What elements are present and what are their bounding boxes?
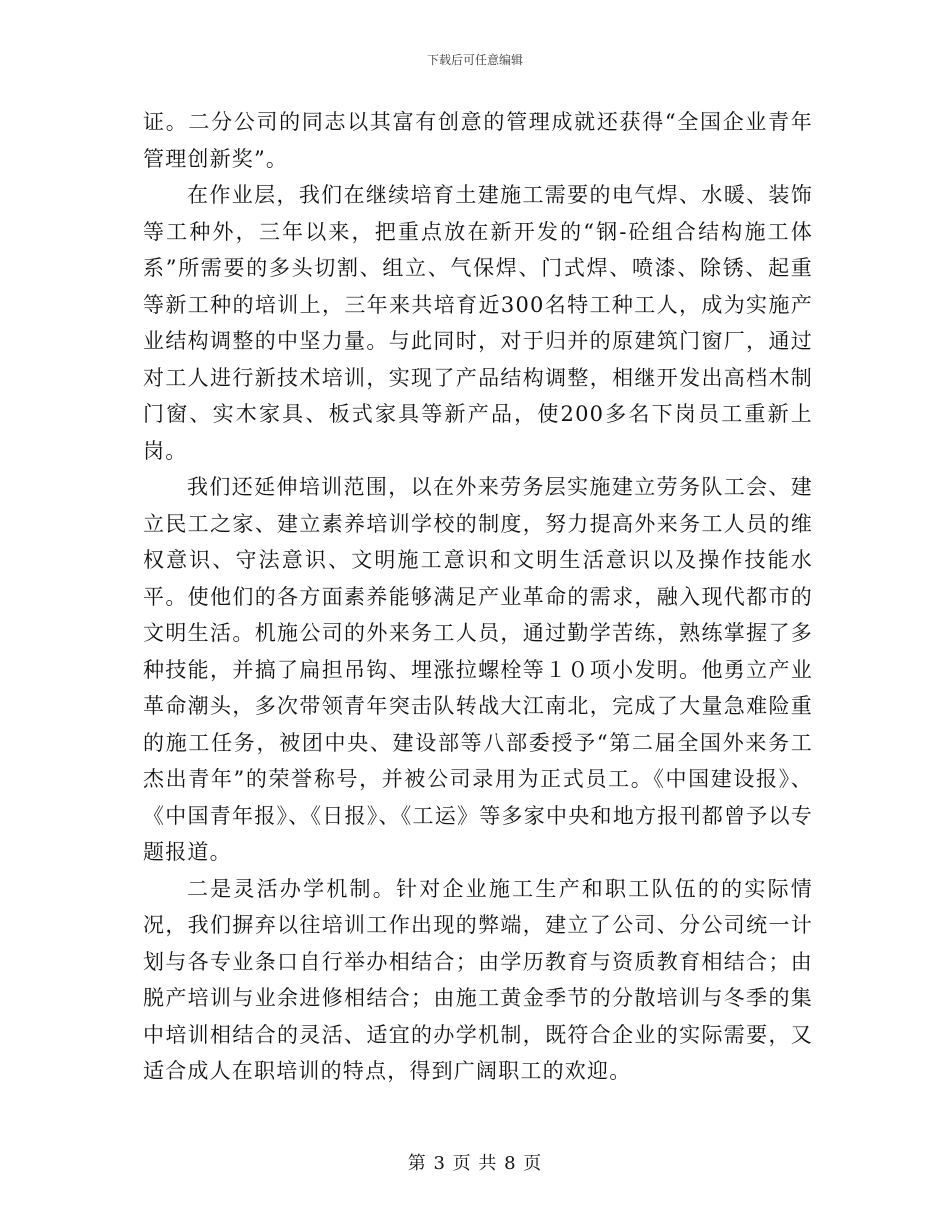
document-body: [143, 104, 813, 1090]
paragraph-3: 我们还延伸培训范围，以在外来劳务层实施建立劳务队工会、建立民工之家、建立素养培训学校的制度，努力提高外来务工人员的维权意识、守法意识、文明施工意识和文明生活意识以及操作技能水平。使他们的各方面素养能够满足产业革命的需求，融入现代都市的文明生活。机施公司的外来务工人员，通过勤学苦练，熟练掌握了多种技能，并搞了扁担吊钩、埋涨拉螺栓等１０项小发明。他勇立产业革命潮头，多次带领青年突击队转战大江南北，完成了大量急难险重的施工任务，被团中央、建设部等八部委授予“第二届全国外来务工杰出青年”的荣誉称号，并被公司录用为正式员工。《中国建设报》、《中国青年报》、《日报》、《工运》等多家中央和地方报刊都曾予以专题报道。: [143, 475, 813, 864]
page-number-footer: 第 3 页 共 8 页: [407, 1153, 543, 1174]
paragraph-1: 证。二分公司的同志以其富有创意的管理成就还获得“全国企业青年管理创新奖”。: [143, 110, 813, 171]
paragraph-2: 在作业层，我们在继续培育土建施工需要的电气焊、水暖、装饰等工种外，三年以来，把重点放在新开发的“钢-砼组合结构施工体系”所需要的多头切割、组立、气保焊、门式焊、喷漆、除锈、起重等新工种的培训上，三年来共培育近300名特工种工人，成为实施产业结构调整的中坚力量。与此同时，对于归并的原建筑门窗厂，通过对工人进行新技术培训，实现了产品结构调整，相继开发出高档木制门窗、实木家具、板式家具等新产品，使200多名下岗员工重新上岗。: [143, 183, 813, 463]
paragraph-4: 二是灵活办学机制。针对企业施工生产和职工队伍的的实际情况，我们摒弃以往培训工作出现的弊端，建立了公司、分公司统一计划与各专业条口自行举办相结合；由学历教育与资质教育相结合；由脱产培训与业余进修相结合；由施工黄金季节的分散培训与冬季的集中培训相结合的灵活、适宜的办学机制，既符合企业的实际需要，又适合成人在职培训的特点，得到广阔职工的欢迎。: [143, 876, 813, 1083]
page-header-note: 下载后可任意编辑: [426, 53, 523, 67]
